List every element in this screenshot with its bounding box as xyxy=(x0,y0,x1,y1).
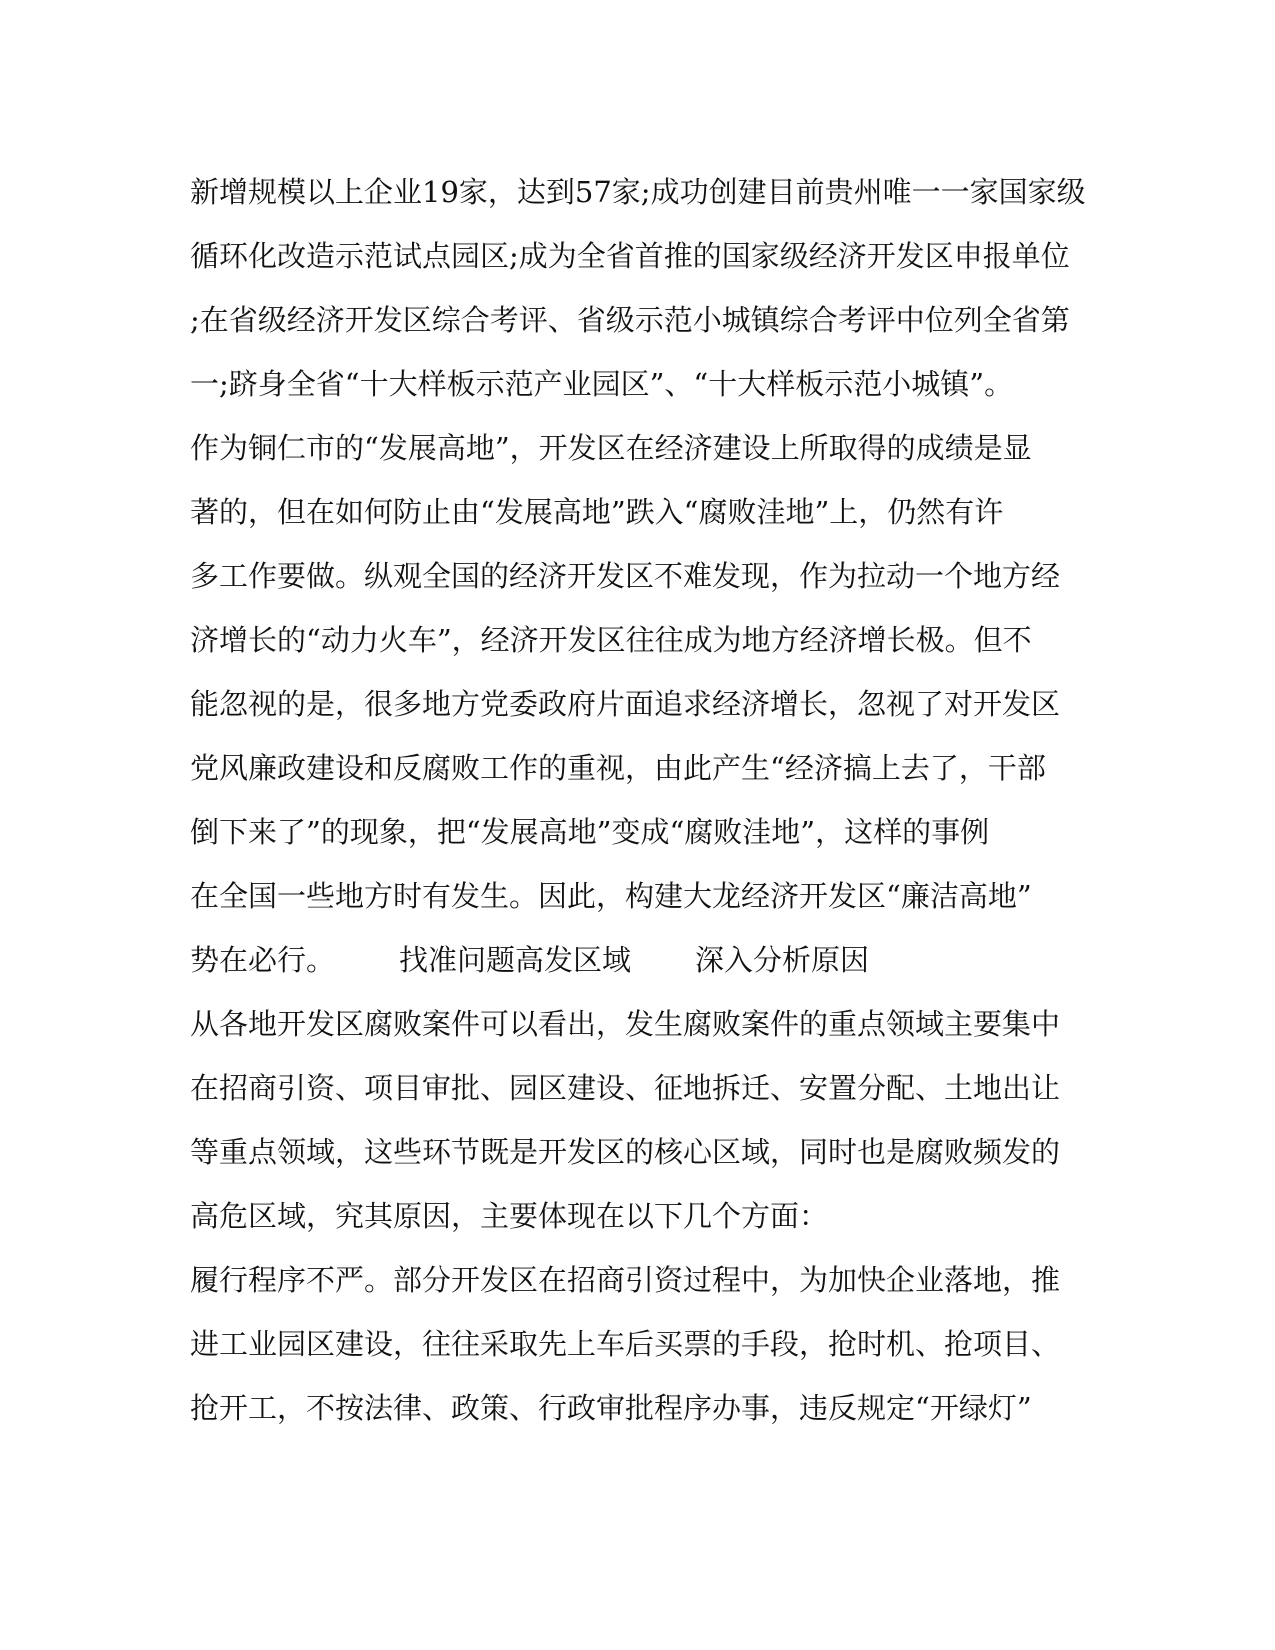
text-line-14: 从各地开发区腐败案件可以看出，发生腐败案件的重点领域主要集中 xyxy=(190,1007,1061,1041)
text-line-8: 济增长的“动力火车”，经济开发区往往成为地方经济增长极。但不 xyxy=(190,623,1032,657)
text-line-13-part-1: 势在必行。 xyxy=(190,943,336,977)
text-line-12: 在全国一些地方时有发生。因此，构建大龙经济开发区“廉洁高地” xyxy=(190,879,1032,913)
text-line-2: 循环化改造示范试点园区;成为全省首推的国家级经济开发区申报单位 xyxy=(190,239,1070,273)
section-heading-problem-areas: 找准问题高发区域 xyxy=(399,943,632,977)
text-line-5: 作为铜仁市的“发展高地”，开发区在经济建设上所取得的成绩是显 xyxy=(190,431,1032,465)
text-line-16: 等重点领域，这些环节既是开发区的核心区域，同时也是腐败频发的 xyxy=(190,1135,1061,1169)
text-line-4: 一;跻身全省“十大样板示范产业园区”、“十大样板示范小城镇”。 xyxy=(190,367,1014,401)
text-line-18: 履行程序不严。部分开发区在招商引资过程中，为加快企业落地，推 xyxy=(190,1263,1061,1297)
text-line-7: 多工作要做。纵观全国的经济开发区不难发现，作为拉动一个地方经 xyxy=(190,559,1061,593)
text-line-19: 进工业园区建设，往往采取先上车后买票的手段，抢时机、抢项目、 xyxy=(190,1327,1061,1361)
text-line-9: 能忽视的是，很多地方党委政府片面追求经济增长，忽视了对开发区 xyxy=(190,687,1061,721)
text-line-10: 党风廉政建设和反腐败工作的重视，由此产生“经济搞上去了，干部 xyxy=(190,751,1046,785)
text-line-11: 倒下来了”的现象，把“发展高地”变成“腐败洼地”，这样的事例 xyxy=(190,815,990,849)
text-line-17: 高危区域，究其原因，主要体现在以下几个方面： xyxy=(190,1199,829,1233)
body-text xyxy=(190,160,1090,1440)
text-line-6: 著的，但在如何防止由“发展高地”跌入“腐败洼地”上，仍然有许 xyxy=(190,495,1004,529)
text-line-20: 抢开工，不按法律、政策、行政审批程序办事，违反规定“开绿灯” xyxy=(190,1391,1032,1425)
text-line-13 xyxy=(190,928,1090,992)
text-line-3: ;在省级经济开发区综合考评、省级示范小城镇综合考评中位列全省第 xyxy=(190,303,1070,337)
section-heading-analysis: 深入分析原因 xyxy=(695,943,870,977)
text-line-1: 新增规模以上企业19家，达到57家;成功创建目前贵州唯一一家国家级 xyxy=(190,175,1086,209)
text-line-15: 在招商引资、项目审批、园区建设、征地拆迁、安置分配、土地出让 xyxy=(190,1071,1061,1105)
